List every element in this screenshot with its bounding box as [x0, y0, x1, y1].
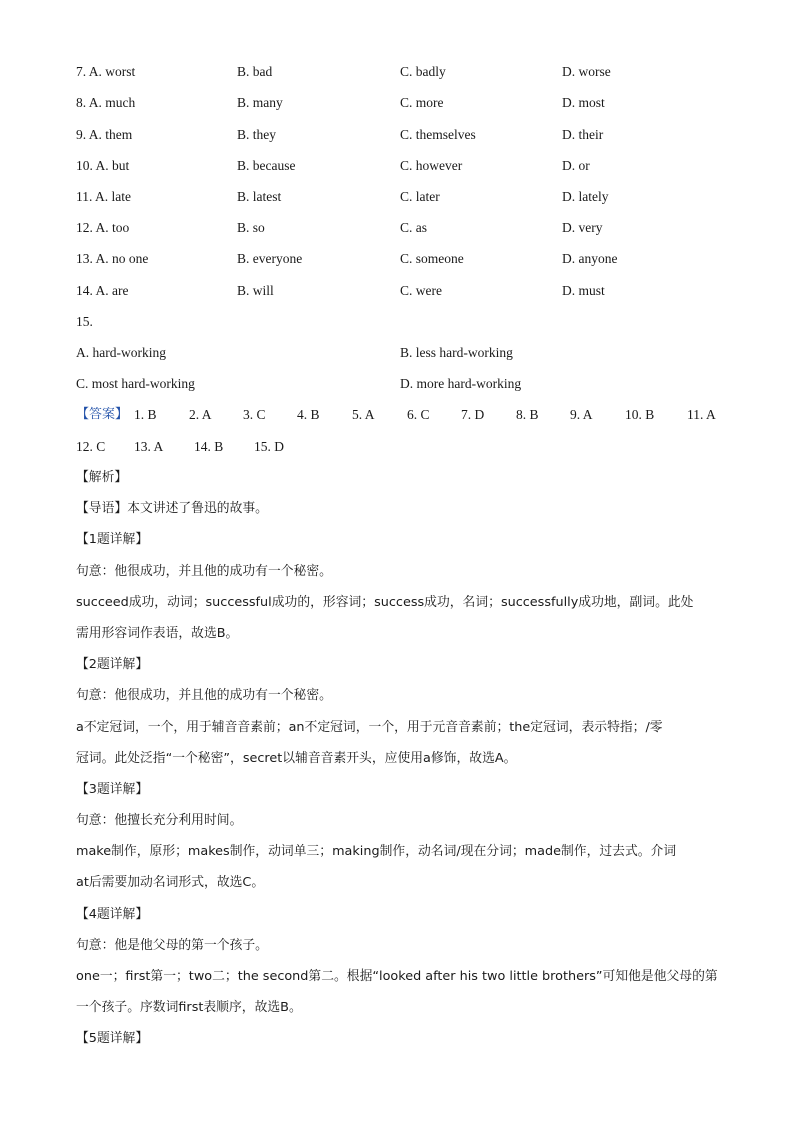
answer-label: 【答案】: [76, 407, 129, 422]
analysis-label: 【解析】: [76, 470, 128, 485]
answer-item: 12. C: [76, 439, 106, 454]
section-1-line-2: 需用形容词作表语，故选B。: [76, 626, 239, 641]
answer-item: 11. A: [687, 407, 716, 422]
option-a: 14. A. are: [76, 283, 129, 298]
section-1-title: 【1题详解】: [76, 532, 149, 547]
option-b: B. bad: [237, 64, 273, 79]
answer-item: 4. B: [297, 407, 320, 422]
section-4-title: 【4题详解】: [76, 907, 149, 922]
section-2-title: 【2题详解】: [76, 657, 149, 672]
option-c: C. badly: [400, 64, 446, 79]
option-d: D. lately: [562, 189, 609, 204]
option-a: 13. A. no one: [76, 251, 149, 266]
intro-text: 【导语】本文讲述了鲁迅的故事。: [76, 501, 268, 516]
option-d: D. must: [562, 283, 605, 298]
option-b: B. many: [237, 95, 283, 110]
option-c: C. however: [400, 158, 463, 173]
option-d: D. most: [562, 95, 605, 110]
answer-item: 14. B: [194, 439, 224, 454]
option-a: A. hard-working: [76, 345, 166, 360]
option-c: C. were: [400, 283, 442, 298]
answer-item: 15. D: [254, 439, 284, 454]
section-2-meaning: 句意：他很成功，并且他的成功有一个秘密。: [76, 688, 332, 703]
section-4-meaning: 句意：他是他父母的第一个孩子。: [76, 938, 268, 953]
option-c: C. as: [400, 220, 427, 235]
answer-item: 10. B: [625, 407, 655, 422]
option-b: B. less hard-working: [400, 345, 513, 360]
option-b: B. latest: [237, 189, 282, 204]
option-d: D. or: [562, 158, 590, 173]
answer-item: 5. A: [352, 407, 375, 422]
option-c: C. themselves: [400, 127, 476, 142]
section-2-line-2: 冠词。此处泛指“一个秘密”，secret以辅音音素开头，应使用a修饰，故选A。: [76, 751, 517, 766]
section-3-meaning: 句意：他擅长充分利用时间。: [76, 813, 243, 828]
option-b: B. they: [237, 127, 276, 142]
option-d: D. very: [562, 220, 603, 235]
option-a: 10. A. but: [76, 158, 130, 173]
section-2-line-1: a不定冠词，一个，用于辅音音素前；an不定冠词，一个，用于元音音素前；the定冠词，表示特指；/零: [76, 720, 663, 735]
option-a: 11. A. late: [76, 189, 131, 204]
option-c: C. someone: [400, 251, 464, 266]
answer-item: 9. A: [570, 407, 593, 422]
section-4-line-1: one一；first第一；two二；the second第二。根据“looked after his two little brothers”可知他是他父母的第: [76, 969, 718, 984]
option-c: C. later: [400, 189, 440, 204]
option-a: 7. A. worst: [76, 64, 136, 79]
option-b: B. will: [237, 283, 274, 298]
option-c: C. most hard-working: [76, 376, 195, 391]
answer-item: 1. B: [134, 407, 157, 422]
section-3-line-2: at后需要加动名词形式，故选C。: [76, 875, 265, 890]
option-d: D. anyone: [562, 251, 618, 266]
answer-item: 8. B: [516, 407, 539, 422]
question-number: 15.: [76, 314, 93, 329]
option-a: 9. A. them: [76, 127, 133, 142]
answer-item: 3. C: [243, 407, 266, 422]
option-d: D. worse: [562, 64, 611, 79]
section-3-title: 【3题详解】: [76, 782, 149, 797]
answer-item: 7. D: [461, 407, 485, 422]
option-d: D. their: [562, 127, 604, 142]
section-1-line-1: succeed成功，动词；successful成功的，形容词；success成功，名词；successfully成功地，副词。此处: [76, 595, 694, 610]
option-a: 12. A. too: [76, 220, 130, 235]
answer-item: 6. C: [407, 407, 430, 422]
option-b: B. so: [237, 220, 265, 235]
answer-item: 2. A: [189, 407, 212, 422]
option-a: 8. A. much: [76, 95, 136, 110]
section-4-line-2: 一个孩子。序数词first表顺序，故选B。: [76, 1000, 302, 1015]
option-b: B. because: [237, 158, 296, 173]
option-c: C. more: [400, 95, 444, 110]
section-1-meaning: 句意：他很成功，并且他的成功有一个秘密。: [76, 564, 332, 579]
option-d: D. more hard-working: [400, 376, 522, 391]
section-3-line-1: make制作，原形；makes制作，动词单三；making制作，动名词/现在分词；made制作，过去式。介词: [76, 844, 677, 859]
section-5-title: 【5题详解】: [76, 1031, 149, 1046]
option-b: B. everyone: [237, 251, 303, 266]
answer-item: 13. A: [134, 439, 164, 454]
